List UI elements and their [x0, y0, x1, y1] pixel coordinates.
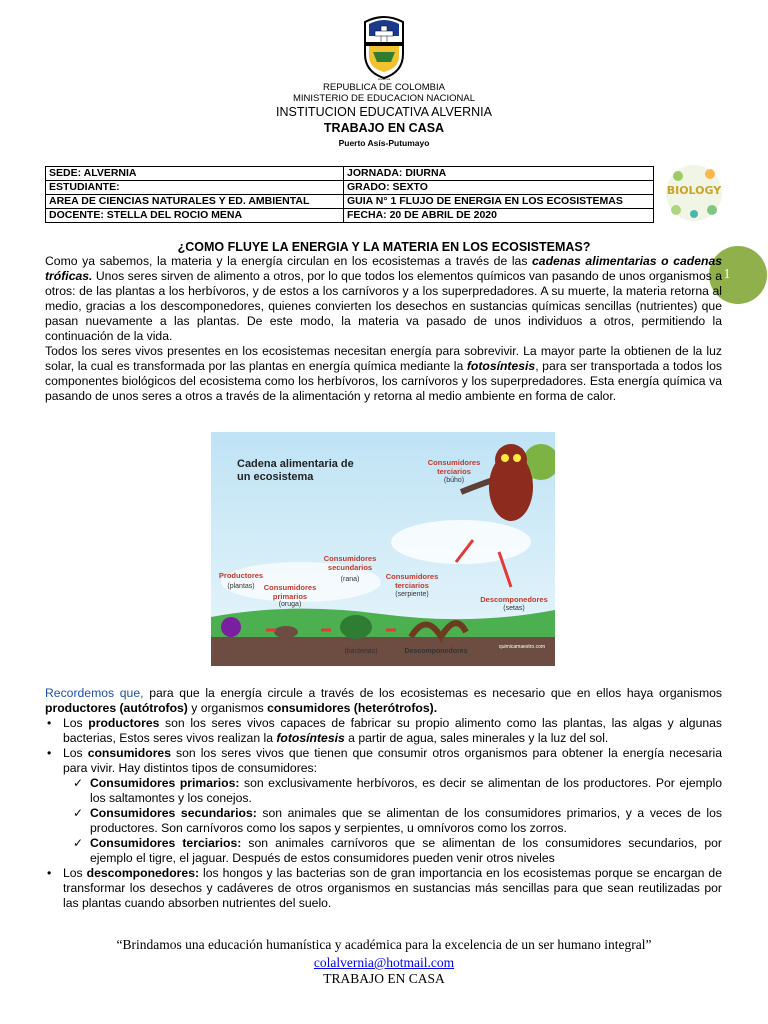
info-cell: GRADO: SEXTO: [344, 181, 654, 195]
text-span: son animales carnívoros que se alimentan de los consumidores secundarios, por ejemplo el tigre, el jaguar. Después de estos consumidores pueden venir otros niveles: [90, 836, 722, 865]
label-terciarios-1-sub: (serpiente): [395, 591, 429, 598]
sublist-item-primarios: [45, 776, 722, 806]
bold-text: Consumidores secundarios:: [90, 806, 257, 820]
info-row: [46, 167, 654, 181]
label-descomponedores-2: Descomponedores: [404, 648, 468, 655]
recordemos-paragraph: [45, 686, 722, 716]
info-row: [46, 209, 654, 223]
bullet-icon: •: [47, 746, 52, 760]
section-title: ¿COMO FLUYE LA ENERGIA Y LA MATERIA EN LOS ECOSISTEMAS?: [177, 240, 591, 254]
bullet-icon: •: [47, 716, 52, 730]
text-span: y organismos: [187, 701, 268, 715]
info-cell: GUIA N° 1 FLUJO DE ENERGIA EN LOS ECOSISTEMAS: [344, 195, 654, 209]
text-span: Los: [63, 746, 88, 760]
text-span: los hongos y las bacterias son de gran importancia en los ecosistemas porque se encargan de transformar los desechos y cadáveres de otros organismos en sustancias más sencillas para que sean reutilizadas por las plantas cuando absorben nutrientes del suelo.: [63, 866, 722, 910]
text-span: son los seres vivos capaces de fabricar su propio alimento como las plantas, las algas y algunas bacterias, Estos seres vivos realizan la: [63, 716, 722, 745]
header-ministry: MINISTERIO DE EDUCACION NACIONAL: [292, 93, 476, 104]
bold-text: descomponedores:: [86, 866, 200, 880]
label-secundarios: Consumidores secundarios: [323, 554, 377, 572]
bold-text: Consumidores primarios:: [90, 776, 240, 790]
label-secundarios-sub: (rana): [340, 576, 360, 583]
svg-text:Alvernia: Alvernia: [377, 77, 391, 81]
recordemos-lead: Recordemos que,: [45, 686, 144, 700]
text-span: a partir de agua, sales minerales y la luz del sol.: [344, 731, 609, 745]
label-primarios: Consumidores primarios: [263, 583, 317, 601]
paragraph-2: [45, 344, 722, 404]
email-link[interactable]: colalvernia@hotmail.com: [313, 955, 455, 970]
illustration-watermark: quimicamaestro.com: [498, 644, 546, 650]
info-cell: ESTUDIANTE:: [46, 181, 344, 195]
text-span: Como ya sabemos, la materia y la energía circulan en los ecosistemas a través de las: [45, 254, 533, 268]
header-city: Puerto Asís-Putumayo: [338, 138, 430, 148]
info-row: [46, 195, 654, 209]
paragraph-1: [45, 254, 722, 344]
text-span: Unos seres sirven de alimento a otros, por lo que todos los elementos químicos van pasando de unos organismos a otros: de las plantas a los herbívoros, y de estos a los carnívoros y a los superpredadores. A su muerte, la materia retorna al medio, gracias a los descomponedores, quienes convierten los desechos en sustancias químicas sencillas (nutrientes) que pasan nuevamente a las plantas. De este modo, la materia va pasado de unos individuos a otros, permitiendo la continuación de la vida.: [45, 269, 722, 343]
text-span: Los: [63, 716, 89, 730]
text-span: , para ser transportada a todos los componentes biológicos del ecosistema como los herbívoros, los carnívoros y los superpredadores. Esta energía química va pasando de unos seres a otros a través de la alimentación y retorna al medio ambiente en forma de calor.: [45, 359, 722, 403]
text-span: para que la energía circule a través de los ecosistemas es necesario que en ellos haya organismos: [143, 686, 723, 700]
emphasis-text: cadenas alimentarias o cadenas tróficas.: [45, 254, 723, 283]
text-span: Todos los seres vivos presentes en los ecosistemas necesitan energía para sobrevivir. La mayor parte la obtienen de la luz solar, la cual es transformada por las plantas en energía química mediante la: [45, 344, 722, 373]
checkmark-icon: ✓: [73, 806, 84, 820]
bold-text: consumidores (heterótrofos).: [267, 701, 438, 715]
illustration-title: Cadena alimentaria de un ecosistema: [237, 458, 354, 483]
info-row: [46, 181, 654, 195]
header-country: REPUBLICA DE COLOMBIA: [323, 82, 445, 93]
sublist-item-terciarios: [45, 836, 722, 866]
info-cell: AREA DE CIENCIAS NATURALES Y ED. AMBIENTAL: [46, 195, 344, 209]
info-cell: JORNADA: DIURNA: [344, 167, 654, 181]
label-terciarios-2-sub: (búho): [443, 477, 465, 484]
label-descomponedores: Descomponedores: [480, 595, 548, 604]
info-table: [45, 166, 654, 223]
page-number: 1: [723, 267, 731, 282]
info-cell: SEDE: ALVERNIA: [46, 167, 344, 181]
school-crest-logo: [359, 14, 409, 82]
emphasis-text: fotosíntesis: [276, 731, 345, 745]
list-item-descomponedores: [45, 866, 722, 911]
label-bacterias: (bacterias): [344, 648, 378, 655]
label-primarios-sub: (oruga): [278, 601, 302, 608]
bold-text: productores (autótrofos): [45, 701, 188, 715]
list-item-productores: [45, 716, 722, 746]
food-chain-illustration: [211, 432, 555, 666]
bold-text: Consumidores terciarios:: [90, 836, 242, 850]
label-terciarios-1: Consumidores terciarios: [385, 572, 439, 590]
label-productores-sub: (plantas): [227, 583, 255, 590]
biology-logo-text: BIOLOGY: [666, 184, 722, 197]
footer-title: TRABAJO EN CASA: [323, 971, 445, 986]
info-cell: FECHA: 20 DE ABRIL DE 2020: [344, 209, 654, 223]
text-span: son exclusivamente herbívoros, es decir se alimentan de los productores. Por ejemplo los saltamontes y los conejos.: [90, 776, 723, 805]
sublist-item-secundarios: [45, 806, 722, 836]
emphasis-text: fotosíntesis: [466, 359, 536, 373]
checkmark-icon: ✓: [73, 776, 84, 790]
bullet-icon: •: [47, 866, 52, 880]
label-terciarios-2: Consumidores terciarios: [427, 458, 481, 476]
header-title: TRABAJO EN CASA: [323, 121, 445, 135]
label-descomponedores-sub: (setas): [503, 605, 525, 612]
footer-email-wrap: [0, 954, 768, 972]
text-span: Los: [63, 866, 87, 880]
text-span: son animales que se alimentan de los consumidores primarios, y a veces de los productores. Son carnívoros como los sapos y serpientes, u omnívoros como los zorros.: [90, 806, 722, 835]
info-cell: DOCENTE: STELLA DEL ROCIO MENA: [46, 209, 344, 223]
label-productores: Productores: [218, 571, 264, 580]
concept-list: [45, 716, 722, 911]
bold-text: consumidores: [87, 746, 171, 760]
header-institution: INSTITUCION EDUCATIVA ALVERNIA: [275, 105, 492, 119]
text-span: son los seres vivos que tienen que consumir otros organismos para obtener la energía necesaria para vivir. Hay distintos tipos de consumidores:: [63, 746, 722, 775]
bold-text: productores: [88, 716, 160, 730]
checkmark-icon: ✓: [73, 836, 84, 850]
list-item-consumidores: [45, 746, 722, 776]
footer-quote: “Brindamos una educación humanística y académica para la excelencia de un ser humano integral”: [116, 937, 652, 952]
